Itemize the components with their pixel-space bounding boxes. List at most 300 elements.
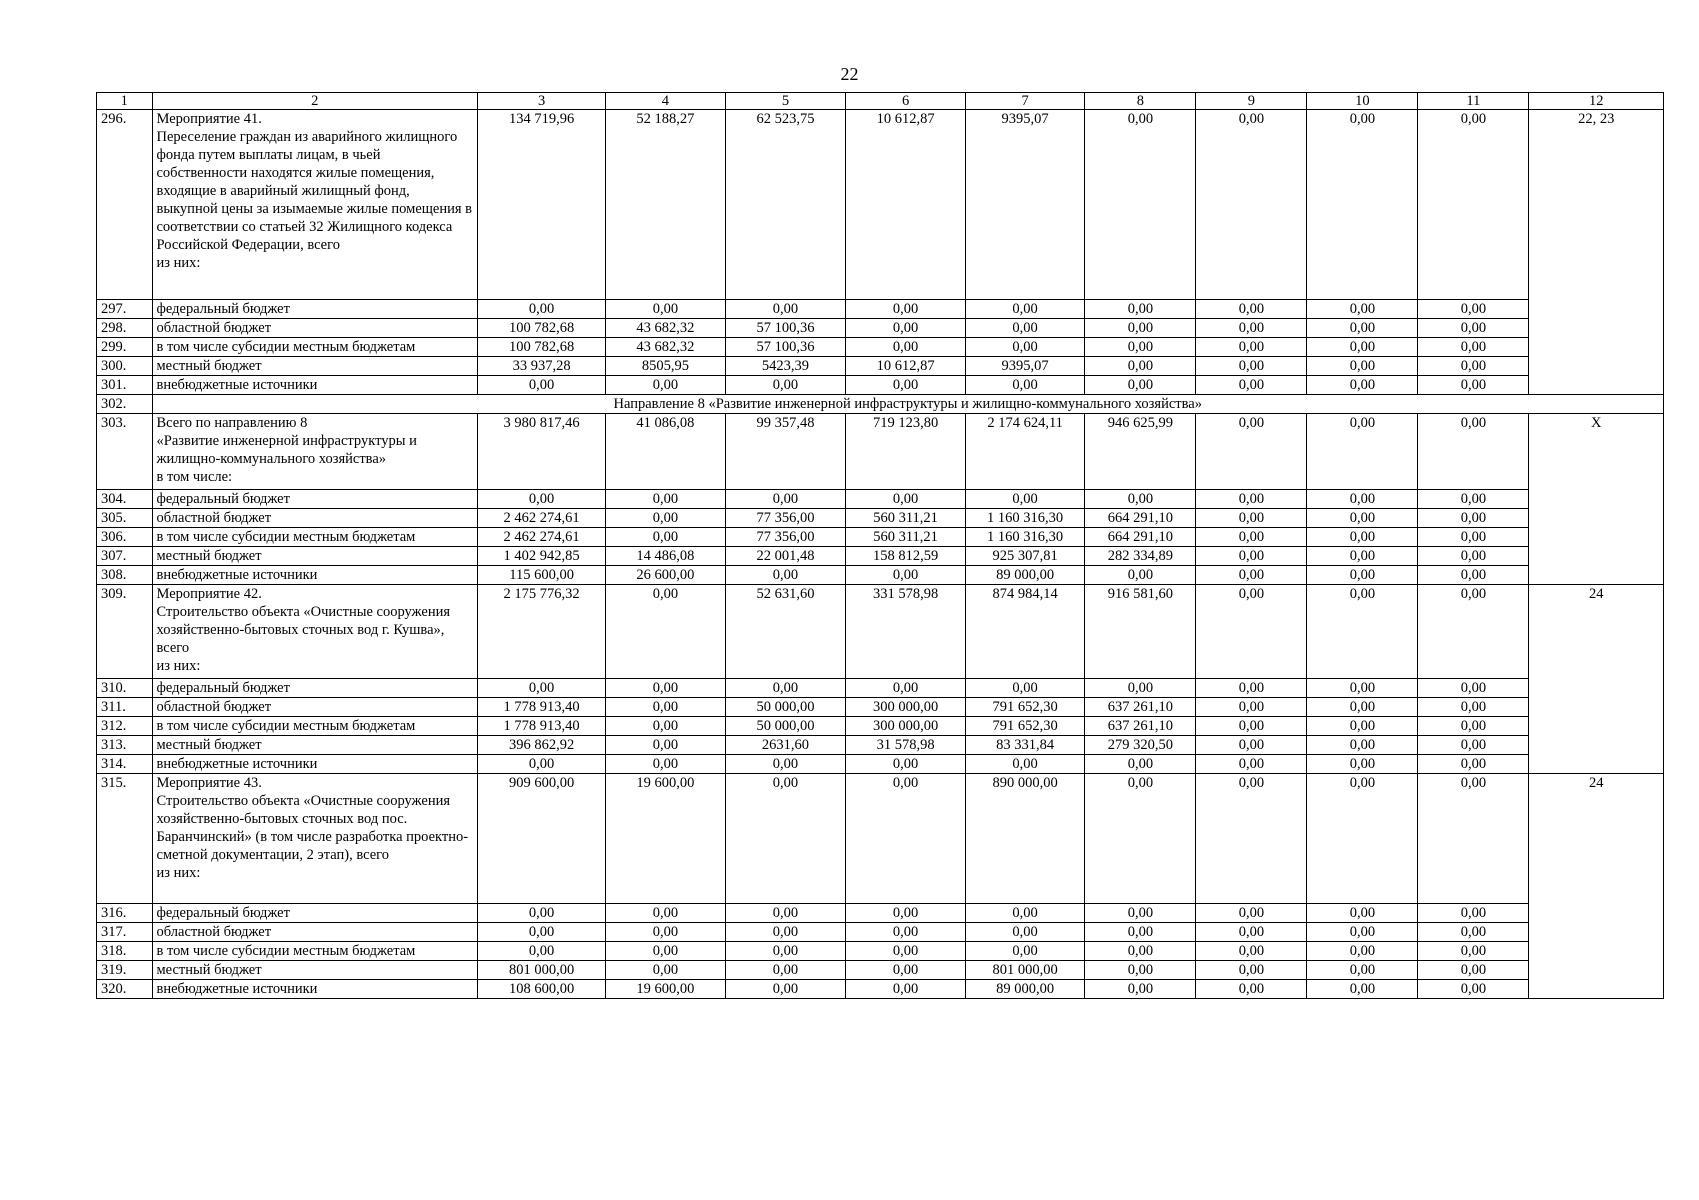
value-cell: 0,00 [965, 300, 1085, 319]
value-cell: 890 000,00 [965, 774, 1085, 904]
value-cell: 0,00 [1196, 942, 1307, 961]
value-cell: 0,00 [1418, 679, 1529, 698]
value-cell: 0,00 [1418, 528, 1529, 547]
value-cell: 0,00 [1307, 698, 1418, 717]
value-cell: 52 188,27 [606, 110, 726, 300]
value-cell: 0,00 [1418, 357, 1529, 376]
value-cell: 0,00 [1418, 547, 1529, 566]
value-cell: 0,00 [606, 736, 726, 755]
value-cell: 0,00 [1196, 338, 1307, 357]
value-cell: 0,00 [1085, 357, 1196, 376]
value-cell: 916 581,60 [1085, 585, 1196, 679]
value-cell: 0,00 [725, 755, 846, 774]
row-name: Мероприятие 42. Строительство объекта «Очистные сооружения хозяйственно-бытовых сточных вод г. Кушва», всего из них: [152, 585, 478, 679]
value-cell: 0,00 [1196, 376, 1307, 395]
value-cell: 0,00 [1085, 490, 1196, 509]
value-cell: 719 123,80 [846, 414, 966, 490]
value-cell: 33 937,28 [478, 357, 606, 376]
value-cell: 791 652,30 [965, 717, 1085, 736]
row-name: федеральный бюджет [152, 679, 478, 698]
value-cell: 0,00 [1196, 717, 1307, 736]
value-cell: 0,00 [1307, 509, 1418, 528]
value-cell: 0,00 [846, 774, 966, 904]
row-name: федеральный бюджет [152, 904, 478, 923]
value-cell: 41 086,08 [606, 414, 726, 490]
value-cell: 0,00 [606, 509, 726, 528]
value-cell: 0,00 [725, 923, 846, 942]
value-cell: 0,00 [846, 923, 966, 942]
value-cell: 43 682,32 [606, 319, 726, 338]
value-cell: 50 000,00 [725, 698, 846, 717]
table-row [97, 980, 1664, 999]
value-cell: 0,00 [1196, 679, 1307, 698]
value-cell: 0,00 [1085, 980, 1196, 999]
value-cell: 0,00 [1418, 698, 1529, 717]
value-cell: 0,00 [1085, 774, 1196, 904]
value-cell: 0,00 [725, 774, 846, 904]
value-cell: 77 356,00 [725, 528, 846, 547]
row-name: внебюджетные источники [152, 755, 478, 774]
value-cell: 0,00 [846, 942, 966, 961]
value-cell: 331 578,98 [846, 585, 966, 679]
value-cell: 31 578,98 [846, 736, 966, 755]
column-header: 12 [1529, 93, 1664, 110]
value-cell: 0,00 [1418, 755, 1529, 774]
value-cell: 909 600,00 [478, 774, 606, 904]
value-cell: 0,00 [1307, 774, 1418, 904]
value-cell: 791 652,30 [965, 698, 1085, 717]
value-cell: 0,00 [846, 319, 966, 338]
value-cell: 5423,39 [725, 357, 846, 376]
value-cell: 8505,95 [606, 357, 726, 376]
value-cell: 0,00 [606, 923, 726, 942]
column-header: 5 [725, 93, 846, 110]
value-cell: 2 174 624,11 [965, 414, 1085, 490]
column-header: 7 [965, 93, 1085, 110]
value-cell: 0,00 [1307, 904, 1418, 923]
value-cell: 0,00 [606, 961, 726, 980]
value-cell: 0,00 [1196, 566, 1307, 585]
row-number: 313. [97, 736, 153, 755]
value-cell: 0,00 [1307, 528, 1418, 547]
row-number: 311. [97, 698, 153, 717]
column-number-row [97, 93, 1664, 110]
table-row [97, 110, 1664, 300]
value-cell: 0,00 [1085, 961, 1196, 980]
row-number: 317. [97, 923, 153, 942]
row-name: федеральный бюджет [152, 490, 478, 509]
reference-cell: X [1529, 414, 1664, 585]
row-name: в том числе субсидии местным бюджетам [152, 528, 478, 547]
value-cell: 946 625,99 [1085, 414, 1196, 490]
value-cell: 664 291,10 [1085, 528, 1196, 547]
table-row [97, 717, 1664, 736]
value-cell: 0,00 [965, 679, 1085, 698]
value-cell: 0,00 [1196, 490, 1307, 509]
value-cell: 19 600,00 [606, 980, 726, 999]
value-cell: 10 612,87 [846, 357, 966, 376]
value-cell: 0,00 [846, 566, 966, 585]
value-cell: 100 782,68 [478, 319, 606, 338]
value-cell: 57 100,36 [725, 338, 846, 357]
row-number: 309. [97, 585, 153, 679]
value-cell: 0,00 [478, 300, 606, 319]
value-cell: 0,00 [846, 679, 966, 698]
row-number: 318. [97, 942, 153, 961]
value-cell: 0,00 [725, 904, 846, 923]
row-number: 300. [97, 357, 153, 376]
value-cell: 560 311,21 [846, 528, 966, 547]
row-name: внебюджетные источники [152, 566, 478, 585]
row-name: местный бюджет [152, 547, 478, 566]
row-name: областной бюджет [152, 923, 478, 942]
value-cell: 10 612,87 [846, 110, 966, 300]
value-cell: 282 334,89 [1085, 547, 1196, 566]
value-cell: 0,00 [1307, 942, 1418, 961]
value-cell: 0,00 [1307, 717, 1418, 736]
value-cell: 19 600,00 [606, 774, 726, 904]
table-row [97, 357, 1664, 376]
row-name: областной бюджет [152, 509, 478, 528]
value-cell: 0,00 [1196, 980, 1307, 999]
value-cell: 0,00 [965, 923, 1085, 942]
value-cell: 0,00 [478, 490, 606, 509]
value-cell: 0,00 [846, 980, 966, 999]
value-cell: 0,00 [1307, 357, 1418, 376]
value-cell: 0,00 [478, 755, 606, 774]
value-cell: 100 782,68 [478, 338, 606, 357]
value-cell: 0,00 [1307, 414, 1418, 490]
column-header: 6 [846, 93, 966, 110]
value-cell: 637 261,10 [1085, 717, 1196, 736]
value-cell: 83 331,84 [965, 736, 1085, 755]
value-cell: 0,00 [606, 679, 726, 698]
value-cell: 0,00 [965, 755, 1085, 774]
column-header: 4 [606, 93, 726, 110]
table-row [97, 736, 1664, 755]
value-cell: 0,00 [1085, 376, 1196, 395]
value-cell: 0,00 [1418, 490, 1529, 509]
value-cell: 0,00 [1085, 300, 1196, 319]
value-cell: 0,00 [1196, 319, 1307, 338]
row-number: 319. [97, 961, 153, 980]
row-number: 314. [97, 755, 153, 774]
value-cell: 14 486,08 [606, 547, 726, 566]
table-row [97, 338, 1664, 357]
row-name: в том числе субсидии местным бюджетам [152, 338, 478, 357]
value-cell: 0,00 [965, 376, 1085, 395]
value-cell: 0,00 [1085, 923, 1196, 942]
value-cell: 0,00 [1196, 414, 1307, 490]
value-cell: 0,00 [1307, 585, 1418, 679]
reference-cell: 22, 23 [1529, 110, 1664, 395]
value-cell: 0,00 [846, 300, 966, 319]
value-cell: 158 812,59 [846, 547, 966, 566]
value-cell: 0,00 [606, 490, 726, 509]
value-cell: 2 462 274,61 [478, 528, 606, 547]
value-cell: 0,00 [478, 923, 606, 942]
value-cell: 0,00 [1085, 338, 1196, 357]
value-cell: 0,00 [606, 528, 726, 547]
table-row [97, 528, 1664, 547]
row-name: внебюджетные источники [152, 376, 478, 395]
value-cell: 0,00 [1196, 528, 1307, 547]
value-cell: 0,00 [1307, 755, 1418, 774]
value-cell: 0,00 [1196, 357, 1307, 376]
value-cell: 3 980 817,46 [478, 414, 606, 490]
value-cell: 9395,07 [965, 357, 1085, 376]
table-row [97, 300, 1664, 319]
value-cell: 0,00 [606, 300, 726, 319]
table-row [97, 585, 1664, 679]
value-cell: 0,00 [846, 961, 966, 980]
row-name: в том числе субсидии местным бюджетам [152, 942, 478, 961]
row-number: 299. [97, 338, 153, 357]
value-cell: 62 523,75 [725, 110, 846, 300]
row-number: 307. [97, 547, 153, 566]
value-cell: 0,00 [478, 904, 606, 923]
value-cell: 1 402 942,85 [478, 547, 606, 566]
row-number: 315. [97, 774, 153, 904]
table-row [97, 490, 1664, 509]
value-cell: 0,00 [725, 376, 846, 395]
row-number: 310. [97, 679, 153, 698]
table-body [97, 110, 1664, 999]
value-cell: 0,00 [1418, 774, 1529, 904]
value-cell: 0,00 [1196, 923, 1307, 942]
value-cell: 22 001,48 [725, 547, 846, 566]
value-cell: 279 320,50 [1085, 736, 1196, 755]
value-cell: 52 631,60 [725, 585, 846, 679]
value-cell: 2 462 274,61 [478, 509, 606, 528]
row-number: 296. [97, 110, 153, 300]
reference-cell: 24 [1529, 585, 1664, 774]
value-cell: 0,00 [1196, 774, 1307, 904]
value-cell: 0,00 [1418, 942, 1529, 961]
column-header: 10 [1307, 93, 1418, 110]
value-cell: 0,00 [1418, 961, 1529, 980]
value-cell: 0,00 [1307, 923, 1418, 942]
value-cell: 0,00 [1418, 717, 1529, 736]
row-name: местный бюджет [152, 961, 478, 980]
column-header: 9 [1196, 93, 1307, 110]
value-cell: 0,00 [606, 904, 726, 923]
row-name: внебюджетные источники [152, 980, 478, 999]
row-name: Всего по направлению 8 «Развитие инженерной инфраструктуры и жилищно-коммунального хозяйства» в том числе: [152, 414, 478, 490]
row-number: 297. [97, 300, 153, 319]
value-cell: 43 682,32 [606, 338, 726, 357]
value-cell: 0,00 [1307, 376, 1418, 395]
table-row [97, 679, 1664, 698]
value-cell: 0,00 [1307, 961, 1418, 980]
value-cell: 26 600,00 [606, 566, 726, 585]
row-number: 303. [97, 414, 153, 490]
value-cell: 0,00 [1307, 547, 1418, 566]
value-cell: 0,00 [1085, 319, 1196, 338]
value-cell: 0,00 [1418, 376, 1529, 395]
value-cell: 0,00 [1196, 961, 1307, 980]
row-number: 306. [97, 528, 153, 547]
value-cell: 0,00 [725, 300, 846, 319]
table-row [97, 942, 1664, 961]
table-row [97, 509, 1664, 528]
table-row [97, 755, 1664, 774]
value-cell: 801 000,00 [478, 961, 606, 980]
value-cell: 925 307,81 [965, 547, 1085, 566]
value-cell: 0,00 [1196, 509, 1307, 528]
value-cell: 0,00 [965, 942, 1085, 961]
row-number: 320. [97, 980, 153, 999]
value-cell: 0,00 [606, 376, 726, 395]
value-cell: 0,00 [725, 942, 846, 961]
value-cell: 0,00 [1196, 300, 1307, 319]
value-cell: 0,00 [478, 679, 606, 698]
column-header: 8 [1085, 93, 1196, 110]
row-number: 301. [97, 376, 153, 395]
value-cell: 50 000,00 [725, 717, 846, 736]
value-cell: 0,00 [1418, 736, 1529, 755]
value-cell: 57 100,36 [725, 319, 846, 338]
value-cell: 0,00 [606, 698, 726, 717]
value-cell: 801 000,00 [965, 961, 1085, 980]
value-cell: 0,00 [965, 319, 1085, 338]
table-row [97, 904, 1664, 923]
value-cell: 0,00 [725, 961, 846, 980]
table-row [97, 547, 1664, 566]
table-row [97, 319, 1664, 338]
value-cell: 0,00 [478, 376, 606, 395]
value-cell: 89 000,00 [965, 566, 1085, 585]
value-cell: 0,00 [1196, 547, 1307, 566]
value-cell: 115 600,00 [478, 566, 606, 585]
row-number: 312. [97, 717, 153, 736]
value-cell: 0,00 [1418, 566, 1529, 585]
value-cell: 0,00 [606, 942, 726, 961]
value-cell: 134 719,96 [478, 110, 606, 300]
value-cell: 0,00 [1307, 300, 1418, 319]
value-cell: 0,00 [1418, 300, 1529, 319]
row-number: 302. [97, 395, 153, 414]
value-cell: 0,00 [1085, 904, 1196, 923]
value-cell: 0,00 [725, 566, 846, 585]
column-header: 1 [97, 93, 153, 110]
value-cell: 0,00 [1307, 566, 1418, 585]
value-cell: 1 160 316,30 [965, 509, 1085, 528]
value-cell: 0,00 [1196, 736, 1307, 755]
value-cell: 0,00 [1196, 904, 1307, 923]
value-cell: 0,00 [1307, 736, 1418, 755]
row-name: в том числе субсидии местным бюджетам [152, 717, 478, 736]
row-name: областной бюджет [152, 698, 478, 717]
column-header: 2 [152, 93, 478, 110]
value-cell: 0,00 [1085, 110, 1196, 300]
table-row [97, 566, 1664, 585]
row-number: 316. [97, 904, 153, 923]
value-cell: 0,00 [1196, 110, 1307, 300]
value-cell: 0,00 [1307, 490, 1418, 509]
value-cell: 89 000,00 [965, 980, 1085, 999]
column-header: 11 [1418, 93, 1529, 110]
budget-table [96, 92, 1664, 999]
value-cell: 0,00 [846, 904, 966, 923]
value-cell: 0,00 [725, 679, 846, 698]
row-name: Мероприятие 43. Строительство объекта «Очистные сооружения хозяйственно-бытовых сточных вод пос. Баранчинский» (в том числе разработка проектно-сметной документации, 2 этап), всего из них: [152, 774, 478, 904]
value-cell: 0,00 [1418, 509, 1529, 528]
value-cell: 0,00 [606, 585, 726, 679]
value-cell: 0,00 [1418, 319, 1529, 338]
value-cell: 0,00 [1418, 110, 1529, 300]
table-row [97, 376, 1664, 395]
table-row [97, 395, 1664, 414]
section-heading: Направление 8 «Развитие инженерной инфраструктуры и жилищно-коммунального хозяйства» [152, 395, 1664, 414]
value-cell: 2 175 776,32 [478, 585, 606, 679]
value-cell: 0,00 [1307, 679, 1418, 698]
value-cell: 0,00 [606, 717, 726, 736]
value-cell: 0,00 [965, 490, 1085, 509]
value-cell: 874 984,14 [965, 585, 1085, 679]
value-cell: 0,00 [846, 338, 966, 357]
value-cell: 0,00 [1196, 755, 1307, 774]
value-cell: 0,00 [1307, 319, 1418, 338]
row-name: местный бюджет [152, 736, 478, 755]
value-cell: 77 356,00 [725, 509, 846, 528]
reference-cell: 24 [1529, 774, 1664, 999]
row-number: 305. [97, 509, 153, 528]
value-cell: 0,00 [725, 490, 846, 509]
value-cell: 664 291,10 [1085, 509, 1196, 528]
value-cell: 0,00 [965, 338, 1085, 357]
value-cell: 300 000,00 [846, 698, 966, 717]
value-cell: 0,00 [1307, 110, 1418, 300]
value-cell: 0,00 [606, 755, 726, 774]
value-cell: 0,00 [1418, 414, 1529, 490]
row-name: местный бюджет [152, 357, 478, 376]
row-number: 308. [97, 566, 153, 585]
value-cell: 0,00 [1085, 566, 1196, 585]
row-name: областной бюджет [152, 319, 478, 338]
value-cell: 0,00 [1196, 698, 1307, 717]
value-cell: 0,00 [1307, 980, 1418, 999]
value-cell: 99 357,48 [725, 414, 846, 490]
value-cell: 0,00 [1418, 585, 1529, 679]
value-cell: 0,00 [846, 490, 966, 509]
column-header: 3 [478, 93, 606, 110]
table-row [97, 698, 1664, 717]
value-cell: 0,00 [725, 980, 846, 999]
value-cell: 637 261,10 [1085, 698, 1196, 717]
page-number: 22 [840, 64, 859, 84]
table-row [97, 923, 1664, 942]
row-name: федеральный бюджет [152, 300, 478, 319]
value-cell: 0,00 [478, 942, 606, 961]
value-cell: 300 000,00 [846, 717, 966, 736]
value-cell: 0,00 [1085, 679, 1196, 698]
value-cell: 560 311,21 [846, 509, 966, 528]
value-cell: 0,00 [965, 904, 1085, 923]
value-cell: 9395,07 [965, 110, 1085, 300]
value-cell: 0,00 [1307, 338, 1418, 357]
value-cell: 108 600,00 [478, 980, 606, 999]
row-name: Мероприятие 41. Переселение граждан из аварийного жилищного фонда путем выплаты лицам, в чьей собственности находятся жилые помещения, входящие в аварийный жилищный фонд, выкупной цены за изымаемые жилые помещения в соответствии со статьей 32 Жилищного кодекса Российской Федерации, всего из них: [152, 110, 478, 300]
value-cell: 1 778 913,40 [478, 698, 606, 717]
row-number: 298. [97, 319, 153, 338]
row-number: 304. [97, 490, 153, 509]
table-row [97, 774, 1664, 904]
value-cell: 0,00 [1085, 755, 1196, 774]
value-cell: 396 862,92 [478, 736, 606, 755]
value-cell: 0,00 [1418, 980, 1529, 999]
value-cell: 0,00 [846, 376, 966, 395]
